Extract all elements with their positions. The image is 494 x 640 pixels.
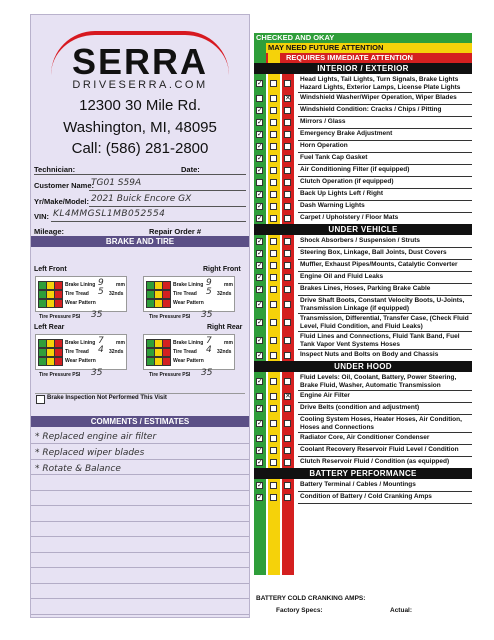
check-mark-icon: ✓	[257, 434, 263, 442]
status-future-bar: MAY NEED FUTURE ATTENTION	[254, 43, 472, 53]
status-ok-bar: CHECKED AND OKAY	[254, 33, 472, 43]
row-divider	[298, 313, 472, 314]
checkbox-immediate[interactable]	[284, 301, 291, 308]
checkbox-ok[interactable]	[256, 119, 263, 126]
address-street: 12300 30 Mile Rd.	[79, 97, 201, 114]
checkbox-ok[interactable]	[256, 274, 263, 281]
date-label: Date:	[181, 165, 200, 174]
checkbox-ok[interactable]	[256, 393, 263, 400]
checkbox-ok[interactable]	[256, 80, 263, 87]
actual-label: Actual:	[390, 607, 413, 614]
row-divider	[298, 349, 472, 350]
check-mark-icon: ✓	[257, 493, 263, 501]
comment-rule	[31, 598, 249, 599]
row-divider	[298, 140, 472, 141]
checkbox-ok[interactable]	[256, 420, 263, 427]
checklist-item-label: Coolant Recovery Reservoir Fluid Level / Condition	[300, 446, 459, 453]
checkbox-future[interactable]	[270, 143, 277, 150]
checkbox-immediate[interactable]	[284, 119, 291, 126]
check-mark-icon: ✓	[257, 481, 263, 489]
checklist-item-label: Transmission, Differential, Transfer Case, (Check Fluid Level, Fluid Condition, and Fluid Leaks)	[300, 315, 469, 330]
checkbox-ok[interactable]	[256, 319, 263, 326]
checkbox-ok[interactable]	[256, 262, 263, 269]
checkbox-future[interactable]	[270, 215, 277, 222]
checklist-item-label: Mirrors / Glass	[300, 118, 346, 125]
check-mark-icon: ✓	[257, 130, 263, 138]
comment-line-1[interactable]: * Replaced engine air filter	[35, 432, 157, 442]
row-divider	[298, 92, 472, 93]
lf-lining-value[interactable]: 9	[98, 278, 104, 288]
vin-line	[51, 221, 246, 222]
checkbox-future[interactable]	[270, 319, 277, 326]
checkbox-future[interactable]	[270, 131, 277, 138]
right-rear-box: Brake Lining 7 mm Tire Tread 4 32nds Wear Pattern	[143, 334, 235, 370]
checkbox-future[interactable]	[270, 352, 277, 359]
checkbox-future[interactable]	[270, 494, 277, 501]
checkbox-immediate[interactable]	[284, 482, 291, 489]
checkbox-immediate[interactable]	[284, 337, 291, 344]
comment-rule	[31, 459, 249, 460]
lf-psi-value[interactable]: 35	[91, 310, 103, 320]
row-divider	[298, 295, 472, 296]
checkbox-immediate[interactable]	[284, 393, 291, 400]
checkbox-ok[interactable]	[256, 191, 263, 198]
brake-tire-header: BRAKE AND TIRE	[31, 236, 249, 247]
check-mark-icon: ✓	[257, 261, 263, 269]
check-mark-icon: ✓	[257, 202, 263, 210]
checkbox-ok[interactable]	[256, 155, 263, 162]
rr-lining-value[interactable]: 7	[206, 336, 212, 346]
checklist-item-label: Fluid Lines and Connections, Fluid Tank Band, Fuel Tank Vapor Vent Systems Hoses	[300, 333, 460, 348]
row-divider	[298, 176, 472, 177]
checkbox-ok[interactable]	[256, 131, 263, 138]
checkbox-ok[interactable]	[256, 447, 263, 454]
check-mark-icon: ✓	[257, 318, 263, 326]
checklist-item-label: Back Up Lights Left / Right	[300, 190, 384, 197]
checkbox-future[interactable]	[270, 459, 277, 466]
checklist-item-label: Battery Terminal / Cables / Mountings	[300, 481, 416, 488]
checkbox-immediate[interactable]	[284, 191, 291, 198]
checkbox-ok[interactable]	[256, 352, 263, 359]
technician-label: Technician:	[34, 165, 76, 174]
checklist-item-label: Clutch Operation (if equipped)	[300, 178, 394, 185]
section-header: BATTERY PERFORMANCE	[254, 468, 472, 479]
checkbox-immediate[interactable]	[284, 95, 291, 102]
checkbox-immediate[interactable]	[284, 155, 291, 162]
status-immediate-bar: REQUIRES IMMEDIATE ATTENTION	[254, 53, 472, 63]
check-mark-icon: ✓	[257, 336, 263, 344]
checkbox-ok[interactable]	[256, 167, 263, 174]
checkbox-immediate[interactable]	[284, 494, 291, 501]
checkbox-future[interactable]	[270, 80, 277, 87]
row-divider	[298, 104, 472, 105]
checkbox-ok[interactable]	[256, 435, 263, 442]
checkbox-ok[interactable]	[256, 337, 263, 344]
checkbox-future[interactable]	[270, 447, 277, 454]
checkbox-ok[interactable]	[256, 250, 263, 257]
left-front-label: Left Front	[34, 266, 67, 273]
checkbox-future[interactable]	[270, 155, 277, 162]
check-mark-icon: ✓	[257, 237, 263, 245]
checkbox-immediate[interactable]	[284, 238, 291, 245]
checkbox-ok[interactable]	[256, 405, 263, 412]
checkbox-ok[interactable]	[256, 378, 263, 385]
comment-rule	[31, 536, 249, 537]
dealer-logo: SERRA	[71, 41, 209, 82]
checklist-item-label: Cooling System Hoses, Heater Hoses, Air Condition, Hoses and Connections	[300, 416, 462, 431]
checkbox-immediate[interactable]	[284, 179, 291, 186]
section-header: UNDER VEHICLE	[254, 224, 472, 235]
customer-label: Customer Name:	[34, 181, 95, 190]
ymm-value[interactable]: 2021 Buick Encore GX	[91, 194, 192, 204]
checkbox-ok[interactable]	[256, 107, 263, 114]
checkbox-immediate[interactable]	[284, 131, 291, 138]
checkbox-future[interactable]	[270, 262, 277, 269]
row-divider	[298, 491, 472, 492]
checklist-item-label: Brakes Lines, Hoses, Parking Brake Cable	[300, 285, 431, 292]
checklist-item-label: Windshield Washer/Wiper Operation, Wiper Blades	[300, 94, 457, 101]
comment-rule	[31, 614, 249, 615]
check-mark-icon: ✓	[257, 190, 263, 198]
right-rear-label: Right Rear	[207, 324, 243, 331]
customer-line	[89, 190, 246, 191]
checklist-item-label: Drive Belts (condition and adjustment)	[300, 404, 420, 411]
row-divider	[298, 503, 472, 504]
checkbox-future[interactable]	[270, 191, 277, 198]
checkbox-immediate[interactable]	[284, 274, 291, 281]
repair-order-label: Repair Order #	[149, 227, 202, 236]
row-divider	[298, 444, 472, 445]
checkbox-immediate[interactable]	[284, 459, 291, 466]
check-mark-icon: ✓	[257, 351, 263, 359]
check-mark-icon: ✓	[257, 154, 263, 162]
checklist-item-label: Dash Warning Lights	[300, 202, 365, 209]
rf-psi-value[interactable]: 35	[201, 310, 213, 320]
checklist-item-label: Engine Air Filter	[300, 392, 350, 399]
checkbox-immediate[interactable]	[284, 435, 291, 442]
row-divider	[298, 116, 472, 117]
comment-rule	[31, 474, 249, 475]
row-divider	[298, 164, 472, 165]
check-mark-icon: ✓	[257, 79, 263, 87]
checkbox-future[interactable]	[270, 167, 277, 174]
checklist-item-label: Radiator Core, Air Conditioner Condenser	[300, 434, 430, 441]
vin-label: VIN:	[34, 212, 49, 221]
check-mark-icon: ✓	[257, 273, 263, 281]
checkbox-immediate[interactable]	[284, 203, 291, 210]
lf-tread-value[interactable]: 5	[98, 287, 104, 297]
check-mark-icon: ✕	[285, 94, 291, 102]
rf-lining-value[interactable]: 9	[206, 278, 212, 288]
left-front-box: Brake Lining 9 mm Tire Tread 5 32nds Wear Pattern	[35, 276, 127, 312]
checkbox-future[interactable]	[270, 393, 277, 400]
checkbox-immediate[interactable]	[284, 420, 291, 427]
checkbox-future[interactable]	[270, 95, 277, 102]
checkbox-immediate[interactable]	[284, 107, 291, 114]
comment-rule	[31, 552, 249, 553]
mileage-label: Mileage:	[34, 227, 65, 236]
checkbox-ok[interactable]	[256, 238, 263, 245]
right-front-box: Brake Lining 9 mm Tire Tread 5 32nds Wear Pattern	[143, 276, 235, 312]
right-front-label: Right Front	[203, 266, 241, 273]
check-mark-icon: ✓	[257, 377, 263, 385]
checklist-item-label: Fluid Levels: Oil, Coolant, Battery, Power Steering, Brake Fluid, Washer, Automatic Transmission	[300, 374, 457, 389]
technician-line	[34, 174, 246, 175]
checkbox-ok[interactable]	[256, 95, 263, 102]
brake-not-performed-checkbox[interactable]	[36, 395, 45, 404]
checkbox-ok[interactable]	[256, 494, 263, 501]
comments-header: COMMENTS / ESTIMATES	[31, 416, 249, 427]
checkbox-immediate[interactable]	[284, 80, 291, 87]
factory-specs-label: Factory Specs:	[276, 607, 323, 614]
battery-cca-label: BATTERY COLD CRANKING AMPS:	[256, 595, 366, 602]
row-divider	[298, 271, 472, 272]
check-mark-icon: ✓	[257, 404, 263, 412]
checkbox-future[interactable]	[270, 378, 277, 385]
left-rear-box: Brake Lining 7 mm Tire Tread 4 32nds Wear Pattern	[35, 334, 127, 370]
checklist-item-label: Steering Box, Linkage, Ball Joints, Dust Covers	[300, 249, 447, 256]
dealer-website: DRIVESERRA.COM	[72, 79, 208, 91]
section-header: INTERIOR / EXTERIOR	[254, 63, 472, 74]
comment-rule	[31, 490, 249, 491]
check-mark-icon: ✓	[257, 142, 263, 150]
comment-line-3[interactable]: * Rotate & Balance	[35, 464, 121, 474]
checklist-item-label: Carpet / Upholstery / Floor Mats	[300, 214, 399, 221]
comment-line-2[interactable]: * Replaced wiper blades	[35, 448, 145, 458]
checkbox-ok[interactable]	[256, 459, 263, 466]
row-divider	[298, 188, 472, 189]
checkbox-immediate[interactable]	[284, 167, 291, 174]
rr-psi-value[interactable]: 35	[201, 368, 213, 378]
comment-rule	[31, 521, 249, 522]
checkbox-future[interactable]	[270, 107, 277, 114]
inspection-checklist	[254, 33, 472, 617]
check-mark-icon: ✓	[257, 419, 263, 427]
ymm-line	[89, 206, 246, 207]
row-divider	[298, 390, 472, 391]
lr-psi-value[interactable]: 35	[91, 368, 103, 378]
row-divider	[298, 432, 472, 433]
brake-not-performed-label: Brake Inspection Not Performed This Visit	[47, 395, 167, 401]
row-divider	[298, 331, 472, 332]
rf-tread-value[interactable]: 5	[206, 287, 212, 297]
checklist-item-label: Air Conditioning Filter (if equipped)	[300, 166, 410, 173]
address-city: Washington, MI, 48095	[63, 119, 217, 136]
checkbox-future[interactable]	[270, 250, 277, 257]
check-mark-icon: ✓	[257, 118, 263, 126]
address-phone: Call: (586) 281-2800	[71, 140, 209, 157]
comment-rule	[31, 443, 249, 444]
check-mark-icon: ✓	[257, 249, 263, 257]
checkbox-ok[interactable]	[256, 143, 263, 150]
check-mark-icon: ✓	[257, 106, 263, 114]
row-divider	[298, 128, 472, 129]
checkbox-immediate[interactable]	[284, 286, 291, 293]
checkbox-immediate[interactable]	[284, 352, 291, 359]
lr-tread-value[interactable]: 4	[98, 345, 104, 355]
check-mark-icon: ✓	[257, 285, 263, 293]
checkbox-immediate[interactable]	[284, 143, 291, 150]
row-divider	[298, 456, 472, 457]
checkbox-immediate[interactable]	[284, 447, 291, 454]
checklist-item-label: Head Lights, Tail Lights, Turn Signals, Brake Lights Hazard Lights, Exterior Lamps, License Plate Lights	[300, 76, 461, 91]
ymm-label: Yr/Make/Model:	[34, 197, 90, 206]
rr-tread-value[interactable]: 4	[206, 345, 212, 355]
row-divider	[298, 402, 472, 403]
row-divider	[298, 152, 472, 153]
customer-info-panel: SERRA DRIVESERRA.COM 12300 30 Mile Rd. Washington, MI, 48095 Call: (586) 281-2800 Technician: Date: Customer Name: TG01 S59A Yr/Make/Model: 2021 Buick Encore GX VIN: KL4MMGSL1MB052554 Mileage: Repair Order # BRAKE AND TIRE Left Front Right Front Brake Lining 9 mm Tire Tread 5 32nds Wear Pattern Tire Pressure PSI 35 Brake Lining 9 mm Tire Tread 5 32nds Wear Pattern Tire Pressure PSI 35 Left Rear Right Rear Brake Lining 7 mm Tire Tread 4 32nds Wear Pattern Tire Pressure PSI 35 Brake Lining 7 mm Tire Tread 4 32nds Wear Pattern Tire Pressure PSI 35 Brake Inspection Not Performed This Visit COMMENTS / ESTIMATES * Replaced engine air filter * Replaced wiper blades * Rotate & Balance	[30, 14, 250, 618]
checkbox-future[interactable]	[270, 337, 277, 344]
checkbox-ok[interactable]	[256, 286, 263, 293]
checkbox-future[interactable]	[270, 482, 277, 489]
lr-lining-value[interactable]: 7	[98, 336, 104, 346]
check-mark-icon: ✓	[257, 214, 263, 222]
checkbox-ok[interactable]	[256, 482, 263, 489]
section-header: UNDER HOOD	[254, 361, 472, 372]
checkbox-immediate[interactable]	[284, 405, 291, 412]
checklist-item-label: Emergency Brake Adjustment	[300, 130, 393, 137]
checkbox-future[interactable]	[270, 179, 277, 186]
comment-rule	[31, 567, 249, 568]
checklist-item-label: Shock Absorbers / Suspension / Struts	[300, 237, 421, 244]
checklist-item-label: Clutch Reservoir Fluid / Condition (as equipped)	[300, 458, 450, 465]
checklist-item-label: Muffler, Exhaust Pipes/Mounts, Catalytic Converter	[300, 261, 458, 268]
row-divider	[298, 212, 472, 213]
checkbox-immediate[interactable]	[284, 215, 291, 222]
row-divider	[298, 200, 472, 201]
checkbox-immediate[interactable]	[284, 250, 291, 257]
checkbox-ok[interactable]	[256, 215, 263, 222]
checkbox-future[interactable]	[270, 238, 277, 245]
checkbox-future[interactable]	[270, 203, 277, 210]
checklist-item-label: Windshield Condition: Cracks / Chips / Pitting	[300, 106, 442, 113]
comment-rule	[31, 583, 249, 584]
check-mark-icon: ✓	[257, 446, 263, 454]
comment-rule	[31, 505, 249, 506]
customer-value[interactable]: TG01 S59A	[91, 178, 142, 188]
checkbox-immediate[interactable]	[284, 378, 291, 385]
check-mark-icon: ✓	[257, 458, 263, 466]
checkbox-ok[interactable]	[256, 301, 263, 308]
check-mark-icon: ✓	[257, 166, 263, 174]
checklist-item-label: Inspect Nuts and Bolts on Body and Chassis	[300, 351, 439, 358]
checkbox-future[interactable]	[270, 274, 277, 281]
checklist-item-label: Engine Oil and Fluid Leaks	[300, 273, 384, 280]
checklist-item-label: Fuel Tank Cap Gasket	[300, 154, 368, 161]
row-divider	[298, 247, 472, 248]
checkbox-ok[interactable]	[256, 203, 263, 210]
left-rear-label: Left Rear	[34, 324, 65, 331]
checklist-item-label: Condition of Battery / Cold Cranking Amps	[300, 493, 432, 500]
checkbox-immediate[interactable]	[284, 262, 291, 269]
checkbox-ok[interactable]	[256, 179, 263, 186]
checkbox-future[interactable]	[270, 405, 277, 412]
row-divider	[298, 414, 472, 415]
checkbox-future[interactable]	[270, 301, 277, 308]
checkbox-immediate[interactable]	[284, 319, 291, 326]
checklist-item-label: Horn Operation	[300, 142, 348, 149]
checkbox-future[interactable]	[270, 286, 277, 293]
check-mark-icon: ✕	[285, 392, 291, 400]
row-divider	[298, 283, 472, 284]
checkbox-future[interactable]	[270, 119, 277, 126]
checklist-item-label: Drive Shaft Boots, Constant Velocity Boots, U-Joints, Transmission Linkage (if equipped)	[300, 297, 465, 312]
checkbox-future[interactable]	[270, 420, 277, 427]
vin-value[interactable]: KL4MMGSL1MB052554	[53, 209, 166, 219]
check-mark-icon: ✓	[257, 300, 263, 308]
checkbox-future[interactable]	[270, 435, 277, 442]
row-divider	[298, 259, 472, 260]
